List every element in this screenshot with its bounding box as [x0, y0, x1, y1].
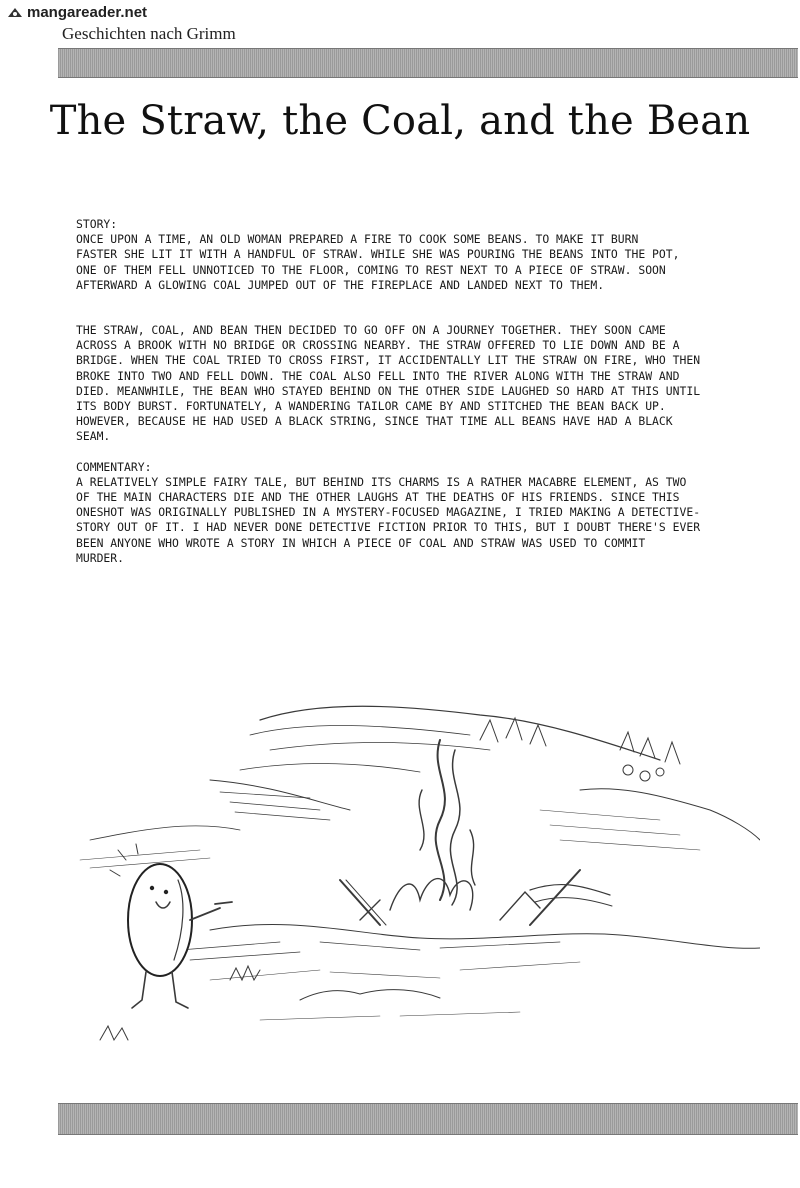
story-line: ITS BODY BURST. FORTUNATELY, A WANDERING TAILOR CAME BY AND STITCHED THE BEAN BACK UP. [76, 399, 666, 414]
commentary-line: OF THE MAIN CHARACTERS DIE AND THE OTHER LAUGHS AT THE DEATHS OF HIS FRIENDS. SINCE THIS [76, 490, 680, 505]
commentary-line: STORY OUT OF IT. I HAD NEVER DONE DETECTIVE FICTION PRIOR TO THIS, BUT I DOUBT THERE'S EVER [76, 520, 701, 535]
story-line: FASTER SHE LIT IT WITH A HANDFUL OF STRAW. WHILE SHE WAS POURING THE BEANS INTO THE POT, [76, 247, 680, 262]
story-line: ONCE UPON A TIME, AN OLD WOMAN PREPARED A FIRE TO COOK SOME BEANS. TO MAKE IT BURN [76, 232, 639, 247]
commentary-line: MURDER. [76, 550, 125, 565]
story-line: THE STRAW, COAL, AND BEAN THEN DECIDED TO GO OFF ON A JOURNEY TOGETHER. THEY SOON CAME [76, 323, 666, 338]
story-line: HOWEVER, BECAUSE HE HAD USED A BLACK STRING, SINCE THAT TIME ALL BEANS HAVE HAD A BLACK [76, 414, 673, 429]
header-band [58, 48, 798, 78]
commentary-line: BEEN ANYONE WHO WROTE A STORY IN WHICH A PIECE OF COAL AND STRAW WAS USED TO COMMIT [76, 535, 646, 550]
commentary-line: A RELATIVELY SIMPLE FAIRY TALE, BUT BEHIND ITS CHARMS IS A RATHER MACABRE ELEMENT, AS TWO [76, 474, 687, 489]
watermark [6, 4, 147, 21]
story-line: ACROSS A BROOK WITH NO BRIDGE OR CROSSING NEARBY. THE STRAW OFFERED TO LIE DOWN AND BE A [76, 338, 680, 353]
story-line: BRIDGE. WHEN THE COAL TRIED TO CROSS FIRST, IT ACCIDENTALLY LIT THE STRAW ON FIRE, WHO THEN [76, 353, 701, 368]
story-heading: STORY: [76, 217, 118, 231]
story-line: BROKE INTO TWO AND FELL DOWN. THE COAL ALSO FELL INTO THE RIVER ALONG WITH THE STRAW AND [76, 368, 680, 383]
text-block [76, 217, 736, 566]
watermark-logo-icon [6, 5, 24, 21]
story-line: AFTERWARD A GLOWING COAL JUMPED OUT OF THE FIREPLACE AND LANDED NEXT TO THEM. [76, 277, 605, 292]
commentary-line: ONESHOT WAS ORIGINALLY PUBLISHED IN A MYSTERY-FOCUSED MAGAZINE, I TRIED MAKING A DETECTIVE- [76, 505, 701, 520]
commentary-heading: COMMENTARY: [76, 459, 152, 474]
watermark-text: mangareader.net [27, 4, 148, 21]
footer-band [58, 1103, 798, 1135]
story-line: ONE OF THEM FELL UNNOTICED TO THE FLOOR, COMING TO REST NEXT TO A PIECE OF STRAW. SOON [76, 262, 666, 277]
story-line: SEAM. [76, 429, 111, 444]
illustration-bean-by-brook [60, 680, 760, 1060]
running-head: Geschichten nach Grimm [62, 24, 236, 43]
page-title: The Straw, the Coal, and the Bean [49, 98, 751, 144]
story-line: DIED. MEANWHILE, THE BEAN WHO STAYED BEHIND ON THE OTHER SIDE LAUGHED SO HARD AT THIS UNTIL [76, 383, 701, 398]
